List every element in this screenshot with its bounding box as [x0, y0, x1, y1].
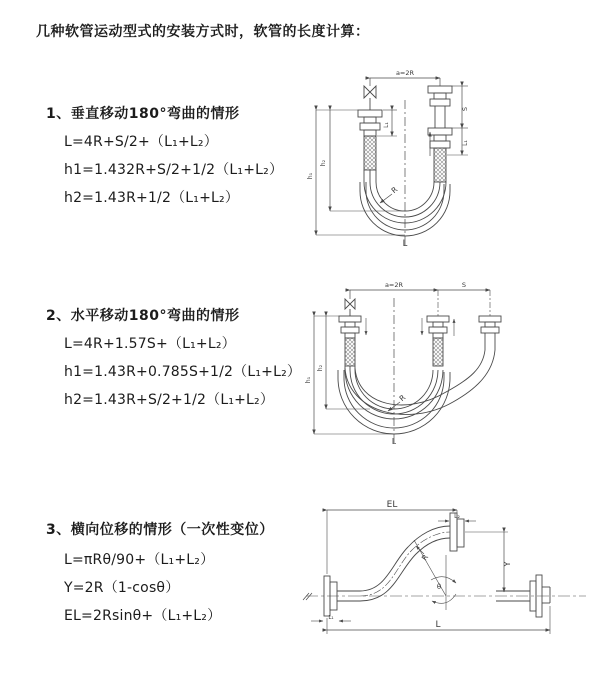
d2-dim-h2-label: h₂	[317, 364, 324, 372]
d1-right-braid	[434, 148, 446, 182]
d1-radius-label: R	[389, 184, 400, 196]
d1-dim-l1-left-label: L₁	[383, 122, 390, 128]
d1-right-flange	[428, 86, 452, 182]
d1-left-flange	[358, 110, 382, 170]
section-3-heading: 3、横向位移的情形（一次性变位）	[46, 522, 274, 538]
d1-left-braid	[364, 136, 376, 170]
section-3-formula-l: L=πRθ/90+（L₁+L₂）	[64, 552, 215, 568]
d3-break-mark	[303, 593, 312, 600]
d3-dim-el-label: EL	[386, 500, 398, 510]
d3-dim-y-label: Y	[503, 561, 512, 567]
d3-drawing	[303, 510, 586, 634]
section-3-formula-el: EL=2Rsinθ+（L₁+L₂）	[64, 608, 222, 624]
diagram-vertical-180-bend	[308, 64, 500, 256]
d2-dim-a2r-label: a=2R	[384, 281, 404, 289]
d3-radius-label: R	[419, 552, 431, 563]
section-1-heading: 1、垂直移动180°弯曲的情形	[46, 106, 240, 122]
d2-drawing	[314, 290, 501, 444]
section-1-formula-l: L=4R+S/2+（L₁+L₂）	[64, 134, 218, 150]
d2-right-flange	[479, 316, 501, 350]
d2-valve-icon	[345, 290, 355, 316]
section-3-formula-y: Y=2R（1-cosθ）	[64, 580, 180, 596]
section-2-heading: 2、水平移动180°弯曲的情形	[46, 308, 240, 324]
d3-length-label: L	[435, 620, 441, 630]
section-2-formula-h2: h2=1.43R+S/2+1/2（L₁+L₂）	[64, 392, 275, 408]
d1-valve-icon	[364, 78, 376, 110]
diagram-horizontal-180-bend	[305, 278, 524, 450]
d2-length-label: L	[391, 437, 397, 446]
d2-left-braid	[345, 338, 355, 366]
diagram-lateral-displacement	[298, 500, 594, 642]
d2-dim-h1-label: h₁	[305, 376, 312, 384]
d2-dim-s-label: S	[461, 281, 467, 289]
d1-dim-l1-right-label: L₁	[462, 140, 469, 146]
page-title: 几种软管运动型式的安装方式时，软管的长度计算：	[36, 24, 370, 40]
d1-dim-h2-label: h₂	[320, 159, 327, 167]
section-1-formula-h2: h2=1.43R+1/2（L₁+L₂）	[64, 190, 240, 206]
d3-dim-l1-label: L₁	[328, 615, 334, 621]
d1-dim-a2r-label: a=2R	[395, 69, 415, 77]
section-1-formula-h1: h1=1.432R+S/2+1/2（L₁+L₂）	[64, 162, 284, 178]
d1-dim-h1-label: h₁	[307, 172, 314, 180]
d2-left-flange	[339, 316, 361, 366]
d3-dim-l2-label: L₂	[454, 513, 460, 520]
d1-dim-s-label: S	[461, 106, 469, 112]
d2-middle-flange	[427, 316, 449, 366]
d3-angle-label: θ	[436, 583, 442, 591]
d1-length-label: L	[402, 239, 408, 249]
section-2-formula-h1: h1=1.43R+0.785S+1/2（L₁+L₂）	[64, 364, 302, 380]
d2-middle-braid	[433, 338, 443, 366]
d1-drawing	[316, 78, 468, 248]
section-2-formula-l: L=4R+1.57S+（L₁+L₂）	[64, 336, 236, 352]
d2-radius-label: R	[397, 392, 408, 404]
